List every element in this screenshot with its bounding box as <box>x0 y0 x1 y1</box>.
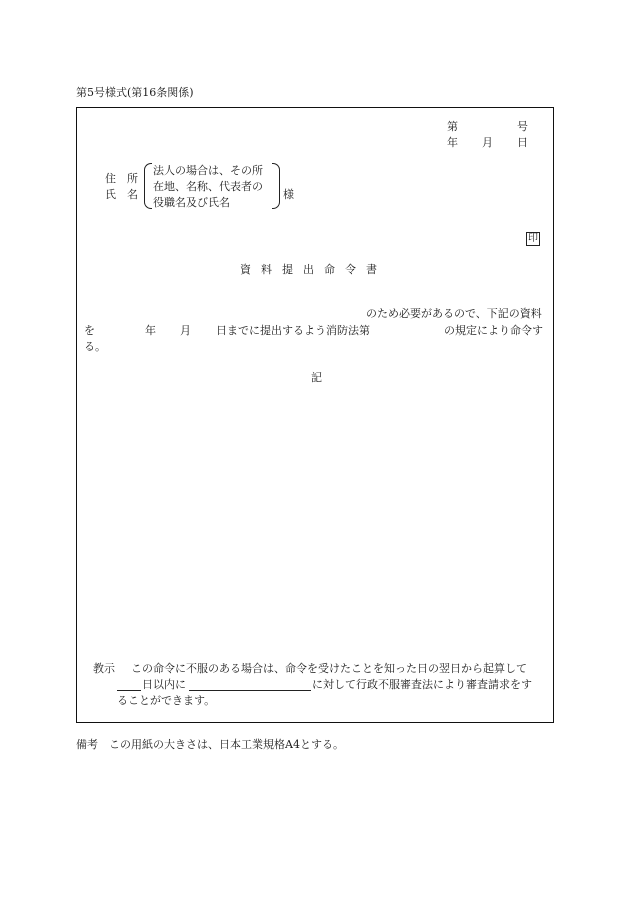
body-line-1: のため必要があるので、下記の資料 <box>366 307 542 320</box>
days-blank <box>117 690 141 691</box>
number-prefix: 第 <box>447 120 458 133</box>
authority-blank <box>189 690 311 691</box>
date-year: 年 <box>447 136 458 149</box>
instruction-line-2b: に対して行政不服審査法により審査請求をす <box>312 678 532 691</box>
honorific: 様 <box>283 188 294 201</box>
bracket-right <box>272 163 280 209</box>
instruction-label: 教示 <box>93 662 115 675</box>
addressee-note-line: 法人の場合は、その所 <box>153 164 263 177</box>
addressee-note-line: 役職名及び氏名 <box>153 196 230 209</box>
form-header: 第5号様式(第16条関係) <box>76 86 194 99</box>
body-text-1: 日までに提出するよう消防法第 <box>216 324 370 337</box>
number-suffix: 号 <box>517 120 528 133</box>
name-label: 氏 名 <box>105 188 138 201</box>
body-text-2: の規定により命令す <box>444 324 543 337</box>
body-line-3: る。 <box>84 340 106 353</box>
bracket-left <box>144 163 152 209</box>
remarks: 備考 この用紙の大きさは、日本工業規格A4とする。 <box>76 738 344 751</box>
date-day: 日 <box>517 136 528 149</box>
body-month: 月 <box>180 324 191 337</box>
ki-heading: 記 <box>311 371 322 384</box>
date-month: 月 <box>482 136 493 149</box>
address-label: 住 所 <box>105 172 138 185</box>
instruction-line-2a: 日以内に <box>142 678 186 691</box>
instruction-line-3: ることができます。 <box>117 694 216 707</box>
addressee-note-line: 在地、名称、代表者の <box>153 180 263 193</box>
body-wo: を <box>84 324 95 337</box>
body-year: 年 <box>145 324 156 337</box>
seal-mark: 印 <box>528 233 538 244</box>
document-title: 資料提出命令書 <box>240 263 387 276</box>
instruction-line-1: この命令に不服のある場合は、命令を受けたことを知った日の翌日から起算して <box>131 662 527 675</box>
